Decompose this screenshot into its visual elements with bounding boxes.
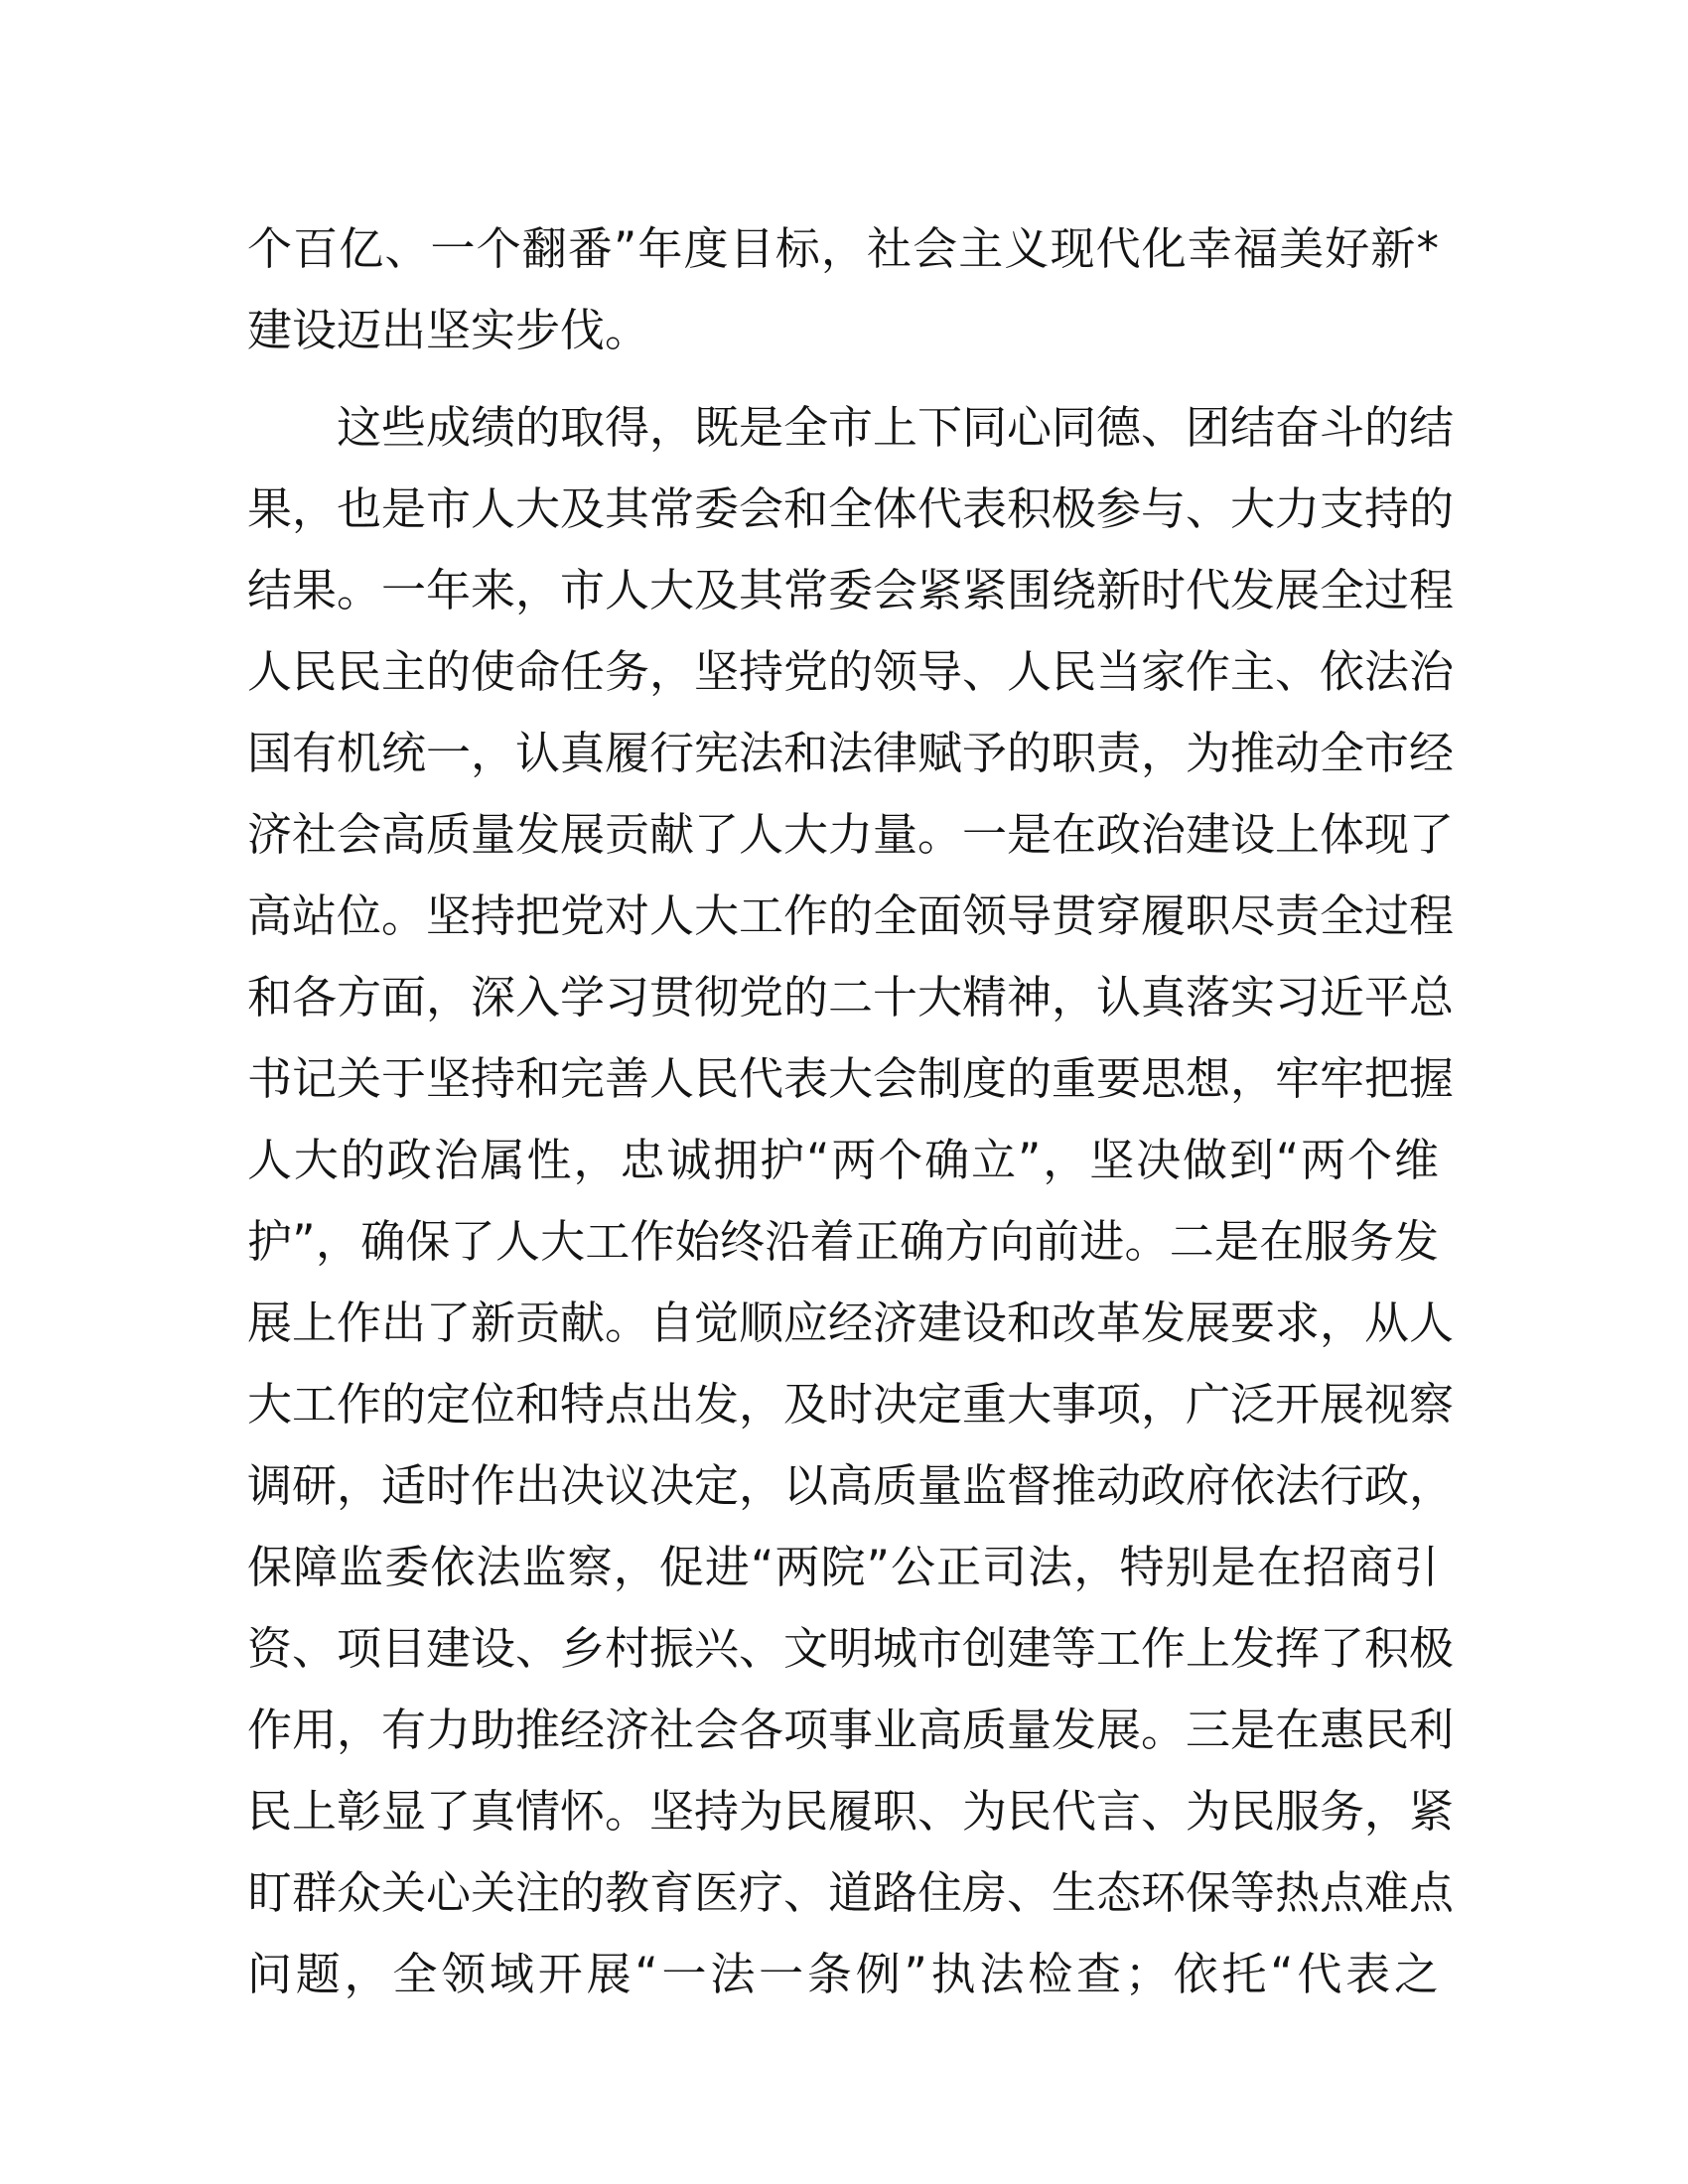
text-line: 大工作的定位和特点出发，及时决定重大事项，广泛开展视察 <box>247 1378 1455 1431</box>
text-line: 国有机统一，认真履行宪法和法律赋予的职责，为推动全市经 <box>247 727 1455 779</box>
text-line: 护”，确保了人大工作始终沿着正确方向前进。二是在服务发 <box>247 1215 1439 1268</box>
text-line: 建设迈出坚实步伐。 <box>247 304 650 356</box>
text-line: 资、项目建设、乡村振兴、文明城市创建等工作上发挥了积极 <box>247 1622 1455 1675</box>
text-line: 人民民主的使命任务，坚持党的领导、人民当家作主、依法治 <box>247 645 1455 698</box>
body-text <box>247 208 1455 2015</box>
text-line: 结果。一年来，市人大及其常委会紧紧围绕新时代发展全过程 <box>247 564 1455 616</box>
paragraph-1 <box>247 208 1439 371</box>
text-line: 和各方面，深入学习贯彻党的二十大精神，认真落实习近平总 <box>247 971 1455 1024</box>
text-line: 民上彰显了真情怀。坚持为民履职、为民代言、为民服务，紧 <box>247 1785 1455 1838</box>
text-line: 人大的政治属性，忠诚拥护“两个确立”，坚决做到“两个维 <box>247 1134 1439 1186</box>
text-line: 果，也是市人大及其常委会和全体代表积极参与、大力支持的 <box>247 482 1455 535</box>
text-line: 作用，有力助推经济社会各项事业高质量发展。三是在惠民利 <box>247 1704 1455 1756</box>
text-line: 济社会高质量发展贡献了人大力量。一是在政治建设上体现了 <box>247 808 1455 861</box>
text-line: 个百亿、一个翻番”年度目标，社会主义现代化幸福美好新* <box>247 222 1439 275</box>
text-line: 问题，全领域开展“一法一条例”执法检查；依托“代表之 <box>247 1948 1439 2000</box>
text-line: 这些成绩的取得，既是全市上下同心同德、团结奋斗的结 <box>337 401 1455 454</box>
text-line: 保障监委依法监察，促进“两院”公正司法，特别是在招商引 <box>247 1541 1439 1593</box>
text-line: 书记关于坚持和完善人民代表大会制度的重要思想，牢牢把握 <box>247 1052 1455 1105</box>
text-line: 展上作出了新贡献。自觉顺应经济建设和改革发展要求，从人 <box>247 1297 1455 1349</box>
text-line: 高站位。坚持把党对人大工作的全面领导贯穿履职尽责全过程 <box>247 889 1455 942</box>
text-line: 盯群众关心关注的教育医疗、道路住房、生态环保等热点难点 <box>247 1866 1455 1919</box>
text-line: 调研，适时作出决议决定，以高质量监督推动政府依法行政， <box>247 1459 1455 1512</box>
paragraph-gap <box>247 371 1439 387</box>
paragraph-2 <box>247 387 1455 2015</box>
